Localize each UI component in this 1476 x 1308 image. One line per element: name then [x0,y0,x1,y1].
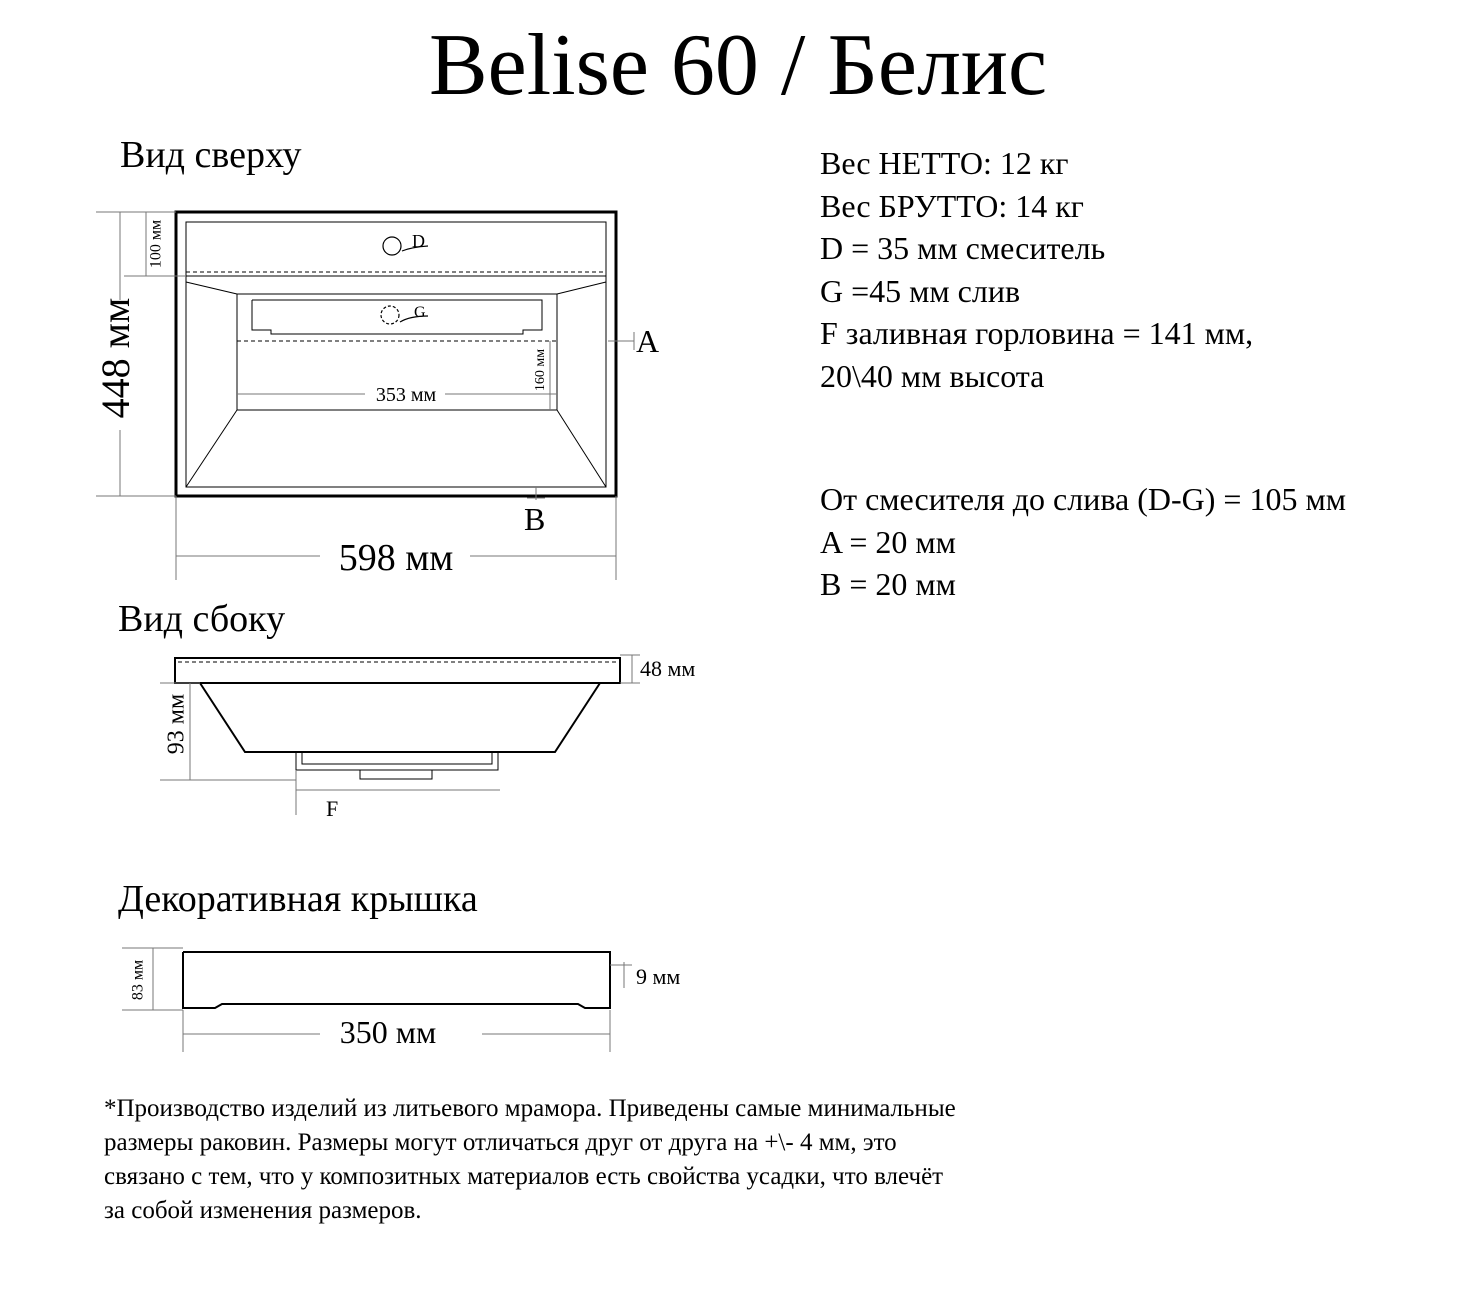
cover-shape [183,952,610,1008]
bowl-width-label: 353 мм [375,384,437,406]
side-view-sink [175,658,620,779]
spec-filler-f: F заливная горловина = 141 мм, [820,315,1254,351]
cover-width-label: 350 мм [339,1014,437,1050]
cover-view-title: Декоративная крышка [118,878,478,920]
top-height-label: 448 мм [93,297,139,419]
spec-filler-height: 20\40 мм высота [820,357,1045,394]
specs-list [820,142,1253,397]
drain-hole-g [381,306,399,324]
marker-d: D [412,231,425,251]
marker-a: A [636,323,660,359]
mixer-hole-d [383,237,401,255]
footnote: *Производство изделий из литьевого мрамора. Приведены самые минимальные размеры раковин. Размеры могут отличаться друг от друга на +\- 4 мм, это связано с тем, что у композитных материалов есть свойства усадки, что влечёт за собой изменения размеров. [104,1095,956,1224]
marker-f: F [326,796,339,821]
spec-d-g-distance: От смесителя до слива (D-G) = 105 мм [820,481,1346,517]
strip-depth-label: 100 мм [147,219,165,269]
top-width-label: 598 мм [338,537,454,579]
bowl-depth-label: 160 мм [533,348,549,392]
cover-height-label: 83 мм [129,959,147,1001]
page-title: Belise 60 / Белис [428,17,1048,114]
side-view-title: Вид сбоку [118,598,286,640]
marker-b: B [524,501,546,537]
spec-b: B = 20 мм [820,566,956,602]
spec-net-weight: Вес НЕТТО: 12 кг [820,145,1069,181]
side-rim-label: 48 мм [640,656,696,681]
specs-extra-list [820,478,1346,606]
side-depth-label: 93 мм [163,693,190,755]
spec-mixer-d: D = 35 мм смеситель [820,230,1106,266]
top-view-title: Вид сверху [120,134,302,176]
cover-thickness-label: 9 мм [636,964,681,989]
spec-drain-g: G =45 мм слив [820,272,1021,309]
spec-a: A = 20 мм [820,523,956,560]
spec-gross-weight: Вес БРУТТО: 14 кг [820,187,1084,224]
marker-g: G [414,304,426,321]
